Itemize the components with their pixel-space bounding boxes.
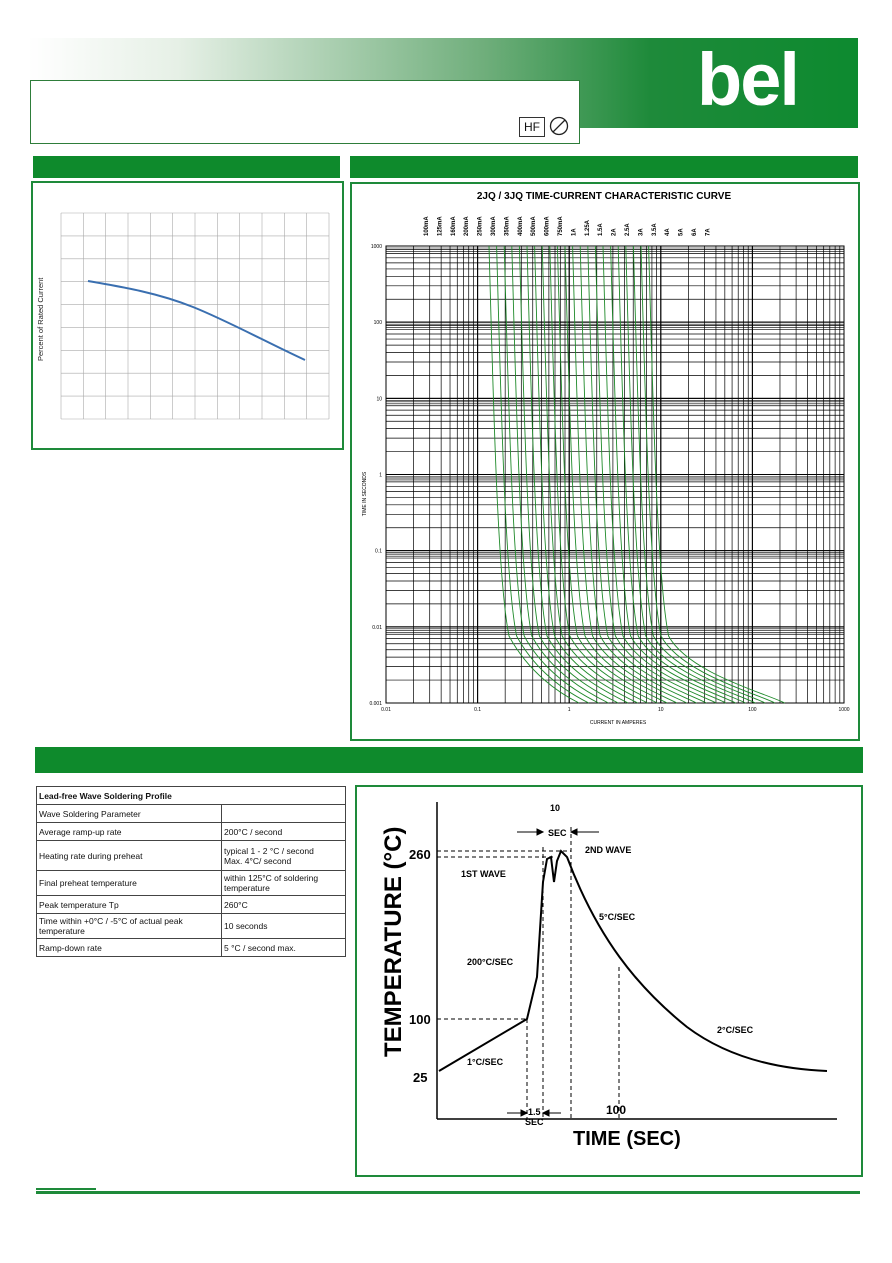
tcc-ytick: 1000 — [370, 244, 382, 250]
tcc-xtick: 1000 — [838, 707, 850, 713]
table-cell: Peak temperature Tp — [37, 896, 222, 914]
table-cell: Time within +0°C / -5°C of actual peak temperature — [37, 914, 222, 939]
table-row — [37, 841, 346, 871]
tcc-rating-label: 750mA — [558, 216, 564, 236]
rate-200-label: 200°C/SEC — [467, 957, 514, 967]
table-cell: 260°C — [222, 896, 346, 914]
tcc-rating-label: 500mA — [531, 216, 538, 236]
no-lead-icon — [549, 116, 569, 136]
table-cell: 5 °C / second max. — [222, 939, 346, 957]
tcc-rating-label: 300mA — [491, 216, 497, 236]
tcc-xlabel: CURRENT IN AMPERES — [589, 720, 647, 726]
tcc-rating-label: 400mA — [517, 216, 524, 236]
tcc-rating-label: 160mA — [450, 216, 457, 236]
tcc-rating-label: 600mA — [544, 216, 551, 236]
first-wave-label: 1ST WAVE — [461, 869, 506, 879]
logo-text: bel — [697, 38, 798, 121]
table-row — [37, 787, 346, 805]
tcc-ytick: 10 — [376, 396, 382, 403]
table-row — [37, 823, 346, 841]
tick-25: 25 — [413, 1070, 428, 1085]
tcc-rating-label: 7A — [705, 228, 712, 236]
profile-xlabel: TIME (SEC) — [573, 1128, 681, 1150]
tcc-xtick: 0.1 — [474, 707, 482, 713]
tcc-rating-label: 250mA — [477, 216, 484, 236]
table-row — [37, 914, 346, 939]
table-row — [37, 805, 346, 823]
tcc-rating-label: 100mA — [424, 216, 430, 236]
title-box — [30, 80, 580, 144]
table-cell — [222, 805, 346, 823]
tick-100: 100 — [409, 1012, 431, 1027]
table-cell: Average ramp-up rate — [37, 823, 222, 841]
table-cell: Final preheat temperature — [37, 871, 222, 896]
tcc-xtick: 0.01 — [381, 707, 391, 713]
table-cell — [222, 841, 346, 871]
tcc-rating-label: 2.5A — [625, 223, 631, 236]
derating-ylabel: Percent of Rated Current — [36, 277, 45, 361]
tcc-rating-label: 3.5A — [651, 223, 658, 236]
footer-rule — [36, 1191, 860, 1194]
footer-accent — [36, 1188, 96, 1190]
bel-logo — [655, 38, 840, 121]
tcc-rating-label: 2A — [611, 228, 618, 236]
tcc-xtick: 1 — [567, 707, 571, 713]
tcc-title: 2JQ / 3JQ TIME-CURRENT CHARACTERISTIC CURVE — [476, 191, 732, 202]
table-cell: 10 seconds — [222, 914, 346, 939]
tcc-ytick: 1 — [379, 472, 382, 479]
tcc-rating-label: 5A — [678, 228, 685, 236]
tcc-rating-label: 1.25A — [584, 219, 591, 236]
tcc-ytick: 100 — [373, 320, 382, 327]
table-cell: 200°C / second — [222, 823, 346, 841]
tcc-rating-label: 125mA — [437, 216, 444, 236]
tcc-chart — [352, 184, 856, 737]
tcc-rating-label: 3A — [638, 228, 645, 236]
tcc-ytick: 0.001 — [369, 701, 382, 707]
tcc-ylabel: TIME IN SECONDS — [362, 471, 368, 517]
table-cell: Heating rate during preheat — [37, 841, 222, 871]
table-row — [37, 896, 346, 914]
table-cell-line: Max. 4°C/ second — [224, 855, 292, 866]
table-row — [37, 871, 346, 896]
table-row — [37, 939, 346, 957]
table-cell: within 125°C of soldering temperature — [222, 871, 346, 896]
tick-260: 260 — [409, 847, 431, 862]
table-cell-line: typical 1 - 2 °C / second — [224, 845, 314, 856]
tcc-rating-label: 6A — [692, 228, 698, 236]
tcc-rating-label: 1.5A — [598, 223, 605, 236]
tcc-section-bar — [350, 156, 858, 178]
derating-curve — [88, 281, 305, 360]
ten-sec-bottom: SEC — [548, 828, 567, 838]
tcc-ytick: 0.1 — [375, 548, 382, 555]
table-cell: Wave Soldering Parameter — [37, 805, 222, 823]
table-cell: Ramp-down rate — [37, 939, 222, 957]
tcc-rating-label: 4A — [665, 228, 672, 236]
tcc-xtick: 100 — [748, 707, 757, 713]
soldering-section-bar — [35, 747, 863, 773]
second-wave-label: 2ND WAVE — [585, 845, 632, 855]
table-title: Lead-free Wave Soldering Profile — [37, 787, 346, 805]
tick-x-100: 100 — [606, 1103, 627, 1117]
one-five-bottom: SEC — [525, 1117, 544, 1127]
rate-1-label: 1°C/SEC — [467, 1057, 504, 1067]
soldering-table — [36, 786, 346, 957]
derating-chart — [33, 183, 338, 444]
tcc-rating-label: 1A — [571, 228, 578, 236]
profile-ylabel: TEMPERATURE (°C) — [380, 826, 407, 1057]
one-five-top: 1.5 — [528, 1107, 541, 1117]
tcc-rating-label: 200mA — [464, 216, 471, 236]
rate-5-label: 5°C/SEC — [599, 912, 636, 922]
soldering-profile-chart — [357, 787, 857, 1171]
tcc-ytick: 0.01 — [372, 624, 382, 631]
halogen-free-badge: HF — [519, 117, 545, 137]
ten-sec-top: 10 — [550, 803, 561, 813]
tcc-xtick: 10 — [658, 707, 664, 713]
rate-2-label: 2°C/SEC — [717, 1025, 754, 1035]
derating-section-bar — [33, 156, 340, 178]
tcc-rating-label: 350mA — [504, 216, 511, 236]
